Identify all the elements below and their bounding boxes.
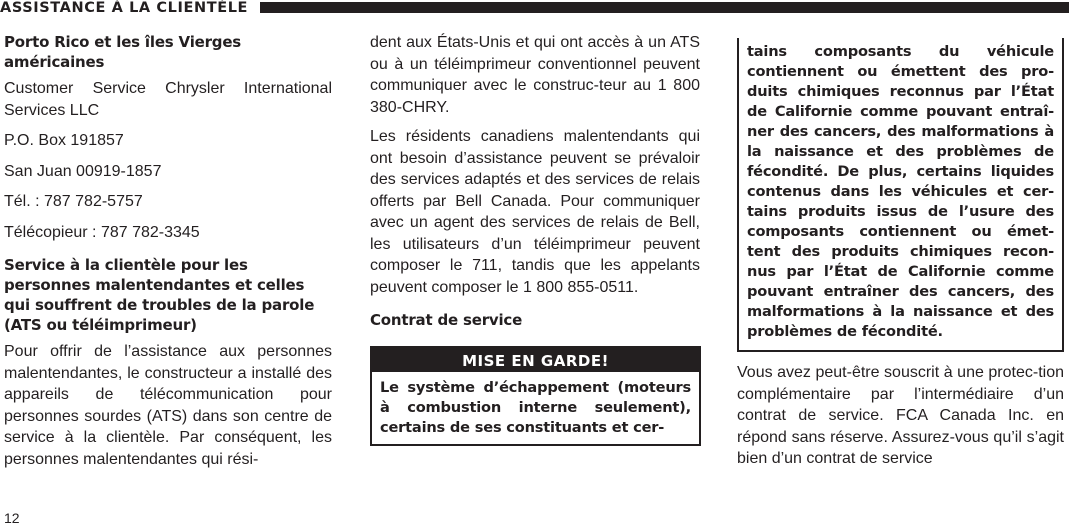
column-1	[4, 32, 332, 478]
address-line: P.O. Box 191857	[4, 132, 124, 149]
column-3	[737, 38, 1064, 478]
canada-relay-paragraph: Les résidents canadiens malentendants qui ont besoin d’assistance peuvent se prévaloir des services adaptés et des services de relais offerts par Bell Canada. Pour communiquer avec un agent des services de relais de Bell, les utilisateurs d’un téléimprimeur peuvent composer le 711, tandis que les appelants peuvent composer le 1 800 855-0511.	[370, 128, 700, 296]
header-title: ASSISTANCE À LA CLIENTÈLE	[0, 0, 260, 18]
header-rule	[250, 2, 1069, 13]
heading-tty-service: Service à la clientèle pour les personnes malentendantes et celles qui souffrent de troubles de la parole (ATS ou téléimprimeur)	[4, 256, 315, 334]
warning-box	[370, 346, 701, 446]
page-header	[0, 0, 1069, 20]
heading-puerto-rico: Porto Rico et les îles Vierges américaines	[4, 33, 242, 71]
warning-text-cont: tains composants du véhicule contiennent ou émettent des pro-duits chimiques reconnus par l’État de Californie comme pouvant entraî-ner des cancers, des malformations à la naissance et des problèmes de fécondité. De plus, certains liquides contenus dans les véhicules et cer-tains produits issus de l’usure des composants contiennent ou émet-tent des produits chimiques recon-nus par l’État de Californie comme pouvant entraîner des cancers, des malformations à la naissance et des problèmes de fécondité.	[737, 38, 1064, 352]
page-number: 12	[4, 510, 20, 526]
fax-line: Télécopieur : 787 782-3345	[4, 223, 200, 241]
address-line: San Juan 00919-1857	[4, 162, 162, 180]
warning-title: MISE EN GARDE!	[372, 348, 699, 372]
heading-service-contract: Contrat de service	[370, 311, 523, 329]
service-contract-paragraph: Vous avez peut-être souscrit à une protec-tion complémentaire par l’intermédiaire d’un contrat de service. FCA Canada Inc. en répond sans réserve. Assurez-vous qu’il s’agit bien d’un contrat de service	[737, 364, 1064, 467]
phone-line: Tél. : 787 782-5757	[4, 193, 143, 210]
address-line: Customer Service Chrysler International Services LLC	[4, 80, 332, 119]
tty-paragraph-cont: dent aux États-Unis et qui ont accès à un ATS ou à un téléimprimeur conventionnel peuvent communiquer avec le construc-teur au 1 800 380-CHRY.	[370, 34, 700, 116]
tty-paragraph: Pour offrir de l’assistance aux personnes malentendantes, le constructeur a installé des appareils de télécommunication pour personnes sourdes (ATS) dans son centre de service à la clientèle. Par conséquent, les personnes malentendantes qui rési-	[4, 343, 332, 468]
column-2	[370, 32, 700, 446]
warning-text: Le système d’échappement (moteurs à combustion interne seulement), certains de ses constituants et cer-	[380, 379, 691, 436]
